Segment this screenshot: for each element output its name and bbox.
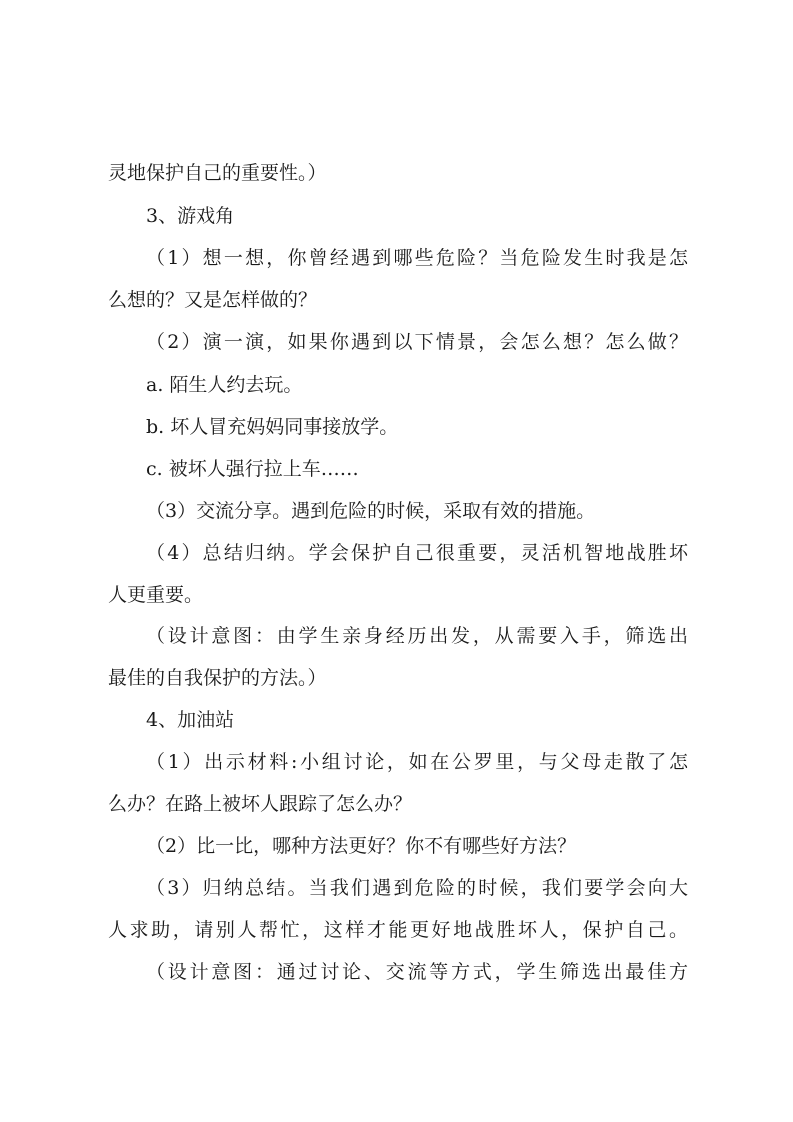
text-line: （2）比一比，哪种方法更好？你不有哪些好方法？ xyxy=(146,835,577,857)
text-line: 人求助，请别人帮忙，这样才能更好地战胜坏人，保护自己。 xyxy=(108,919,688,941)
design-note: 最佳的自我保护的方法。） xyxy=(108,667,327,689)
section-heading: 4、加油站 xyxy=(146,709,235,731)
list-item: b. 坏人冒充妈妈同事接放学。 xyxy=(146,416,399,438)
text-line: 灵地保护自己的重要性。） xyxy=(108,162,327,184)
list-item: a. 陌生人约去玩。 xyxy=(146,374,303,396)
text-line: （2）演一演，如果你遇到以下情景，会怎么想？怎么做？ xyxy=(146,331,688,353)
text-line: （3）交流分享。遇到危险的时候，采取有效的措施。 xyxy=(146,500,596,522)
design-note: （设计意图：由学生亲身经历出发，从需要入手，筛选出 xyxy=(146,625,688,647)
text-line: 么办？在路上被坏人跟踪了怎么办？ xyxy=(108,793,413,815)
text-line: 人更重要。 xyxy=(108,584,204,606)
design-note: （设计意图：通过讨论、交流等方式，学生筛选出最佳方 xyxy=(146,961,688,983)
text-line: （1）出示材料:小组讨论，如在公罗里，与父母走散了怎 xyxy=(146,751,688,773)
text-line: 么想的？又是怎样做的？ xyxy=(108,289,318,311)
text-line: （3）归纳总结。当我们遇到危险的时候，我们要学会向大 xyxy=(146,877,688,899)
text-line: （4）总结归纳。学会保护自己很重要，灵活机智地战胜坏 xyxy=(146,542,688,564)
section-heading: 3、游戏角 xyxy=(146,205,235,227)
list-item: c. 被坏人强行拉上车…… xyxy=(146,458,359,480)
text-line: （1）想一想，你曾经遇到哪些危险？当危险发生时我是怎 xyxy=(146,247,688,269)
